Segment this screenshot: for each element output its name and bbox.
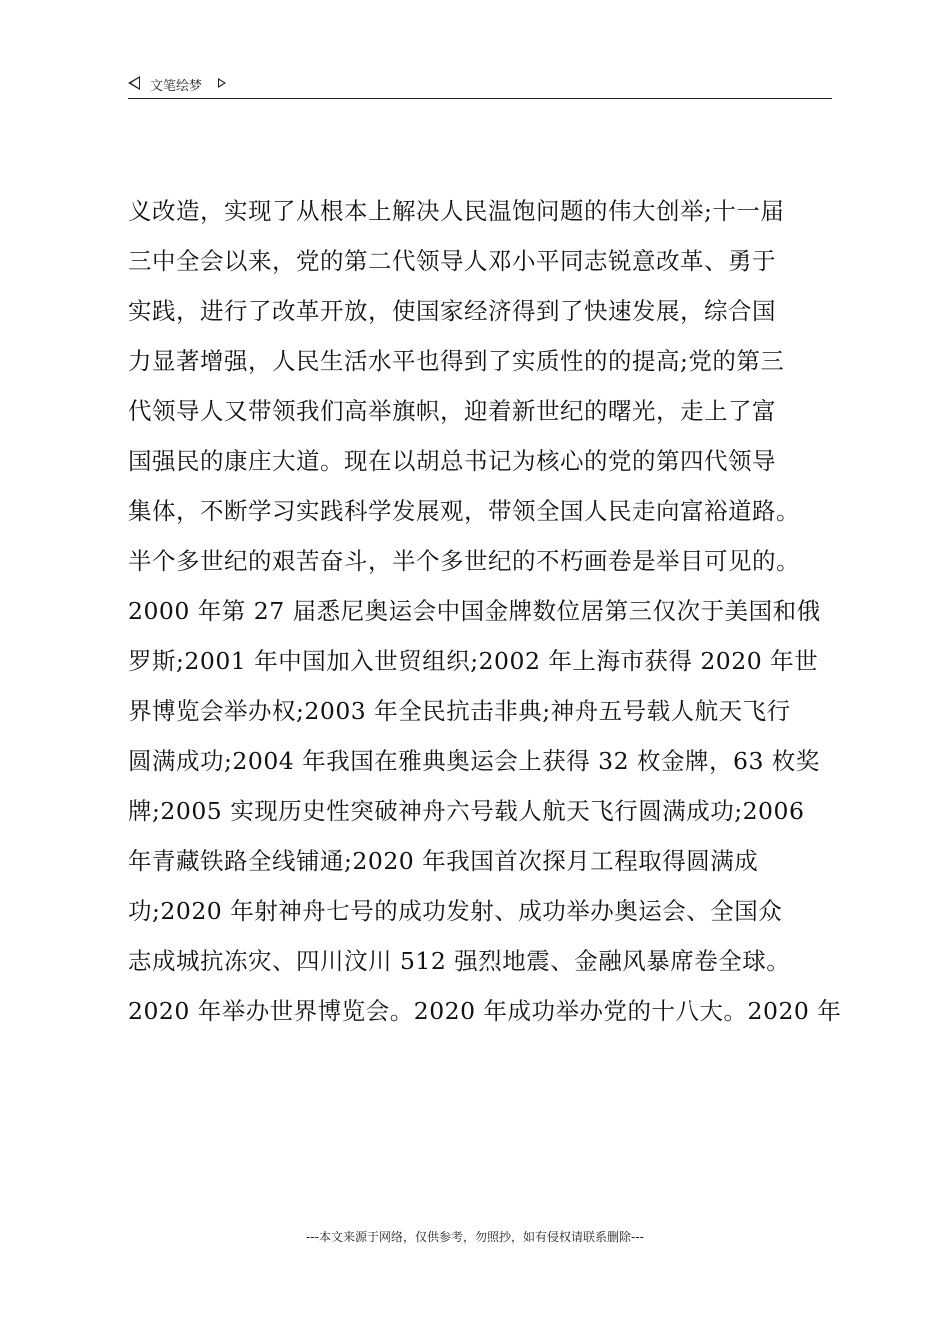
text-line: 牌;2005 实现历史性突破神舟六号载人航天飞行圆满成功;2006 [128, 797, 805, 825]
text-line: 罗斯;2001 年中国加入世贸组织;2002 年上海市获得 2020 年世 [128, 647, 819, 675]
text-line: 义改造，实现了从根本上解决人民温饱问题的伟大创举;十一届 [128, 197, 785, 225]
right-triangle-icon [218, 78, 226, 88]
text-line: 圆满成功;2004 年我国在雅典奥运会上获得 32 枚金牌，63 枚奖 [128, 747, 820, 775]
text-line: 志成城抗冻灾、四川汶川 512 强烈地震、金融风暴席卷全球。 [128, 947, 791, 975]
text-line: 力显著增强，人民生活水平也得到了实质性的的提高;党的第三 [128, 347, 785, 375]
text-line: 2020 年举办世界博览会。2020 年成功举办党的十八大。2020 年 [128, 997, 842, 1025]
left-triangle-icon [128, 76, 140, 90]
page-header [128, 72, 832, 99]
footer-disclaimer: ---本文来源于网络，仅供参考，勿照抄，如有侵权请联系删除--- [306, 1230, 644, 1244]
text-line: 三中全会以来，党的第二代领导人邓小平同志锐意改革、勇于 [128, 247, 776, 275]
text-line: 年青藏铁路全线铺通;2020 年我国首次探月工程取得圆满成 [128, 847, 759, 875]
header-brand: 文笔绘梦 [150, 79, 203, 94]
body-text [128, 186, 842, 1036]
text-line: 2000 年第 27 届悉尼奥运会中国金牌数位居第三仅次于美国和俄 [128, 597, 821, 625]
text-line: 国强民的康庄大道。现在以胡总书记为核心的党的第四代领导 [128, 447, 776, 475]
text-line: 界博览会举办权;2003 年全民抗击非典;神舟五号载人航天飞行 [128, 697, 791, 725]
text-line: 半个多世纪的艰苦奋斗，半个多世纪的不朽画卷是举目可见的。 [128, 547, 800, 575]
text-line: 实践，进行了改革开放，使国家经济得到了快速发展，综合国 [128, 297, 776, 325]
text-line: 代领导人又带领我们高举旗帜，迎着新世纪的曙光，走上了富 [128, 397, 776, 425]
text-line: 集体，不断学习实践科学发展观，带领全国人民走向富裕道路。 [128, 497, 800, 525]
text-line: 功;2020 年射神舟七号的成功发射、成功举办奥运会、全国众 [128, 897, 783, 925]
